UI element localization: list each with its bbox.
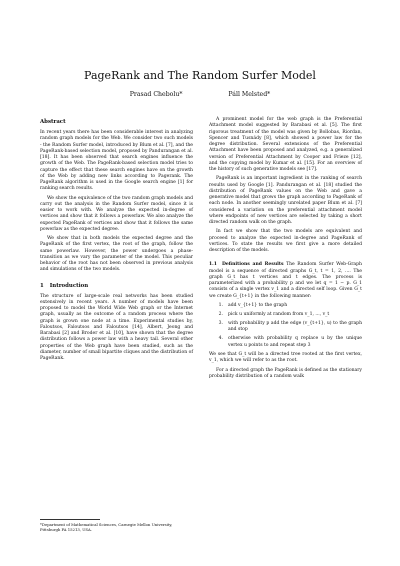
process-steps bbox=[209, 303, 362, 349]
after-steps-paragraph-2: For a directed graph the PageRank is defined as the stationary probability distribution of a random walk bbox=[209, 367, 362, 379]
subsection-paragraph bbox=[209, 262, 362, 300]
author-2: Páll Melsted* bbox=[228, 91, 271, 98]
left-column bbox=[40, 117, 193, 366]
author-1: Prasad Chebolu* bbox=[129, 91, 183, 98]
section-number: 1 bbox=[40, 282, 44, 289]
step-number: 3. bbox=[218, 321, 223, 327]
intro-paragraph-1: The structure of large-scale real networks has been studied extensively in recent years. A number of models have been proposed to model the World Wide Web graph or the Internet graph, usually as the outcome of a random process where the graph is grown one node at a time. Experimental studies by, Faloutsos, Faloutsos and Faloutsos [14], Albert, Jeong and Barabasi [2] and Broder et al. [10], have shown that the degree distribution follows a power law with a heavy tail. Several other properties of the Web graph have been studied, such as the diameter, number of small bipartite cliques and the distribution of PageRank. bbox=[40, 293, 193, 362]
section-title: Introduction bbox=[49, 282, 89, 289]
right-paragraph-3: In fact we show that the two models are equivalent and proceed to analyze the expected in-degree and PageRank of vertices. To state the results we first give a more detailed description of the models. bbox=[209, 229, 362, 254]
process-step bbox=[209, 312, 362, 318]
abstract-paragraph-2: We show the equivalence of the two random graph models and carry out the analysis in the Random Surfer model, since it is easier to work with. We analyze the expected in-degree of vertices and show that it follows a powerlaw. We also analyze the expected PageRank of vertices and show that it follows the same powerlaw as the expected degree. bbox=[40, 195, 193, 232]
section-heading-introduction bbox=[40, 283, 193, 290]
subsection-heading: Definitions and Results bbox=[221, 262, 284, 268]
right-paragraph-1: A prominent model for the web graph is the Preferential Attachment model suggested by Barabasi et al. [5]. The first rigorous treatment of the model was given by Bollobas, Riordan, Spencer and Tusnády [8], which showed a power law for the degree distribution. Several extensions of the Preferential Attachment have been proposed and analyzed, e.g. a generalized version of Preferential Attachment by Cooper and Frieze [12], and the copying model by Kumar et al. [15]. For an overview of the history of such generative models see [17]. bbox=[209, 117, 362, 172]
paper-title: PageRank and The Random Surfer Model bbox=[84, 69, 316, 82]
abstract-paragraph-1: In recent years there has been considerable interest in analyzing random graph models for the Web. We consider two such models - the Random Surfer model, introduced by Blum et al. [7], and the PageRank-based selection model, proposed by Pandurangan et al. [18]. It has been observed that search engines influence the growth of the Web. The PageRank-based selection model tries to capture the effect that these search engines have on the growth of the Web by adding new links according to Pagerank. The PageRank algorithm is used in the Google search engine [1] for ranking search results. bbox=[40, 130, 193, 192]
step-text: otherwise with probability q replace u by the unique vertex u points to and repeat step 3 bbox=[228, 336, 362, 348]
abstract-paragraph-3: We show that in both models the expected degree and the PageRank of the first vertex, the root of the graph, follow the same powerlaw. However, the power undergoes a phase-transition as we vary the parameter of the model. This peculiar behavior of the root has not been observed in previous analysis and simulations of the two models. bbox=[40, 236, 193, 273]
process-step bbox=[209, 321, 362, 334]
process-step bbox=[209, 336, 362, 349]
footnote: *Department of Mathematical Sciences, Carnegie Mellon University, Pittsburgh PA 15213, USA. bbox=[40, 522, 173, 532]
step-number: 1. bbox=[218, 303, 223, 309]
step-text: with probability p add the edge (v_{t+1}, u) to the graph and stop bbox=[228, 321, 362, 333]
step-text: add v_{t+1} to the graph bbox=[228, 303, 288, 309]
subsection-number: 1.1 bbox=[209, 262, 217, 268]
process-step bbox=[209, 303, 362, 309]
subsection-intro: The Random Surfer Web-Graph model is a sequence of directed graphs G_t, t = 1, 2, .... The graph G_t has t vertices and t edges. The process is parameterized with a probability p and we let q = 1 − p. G_1 consists of a single vertex v_1 and a directed self loop. Given G_t we create G_{t+1} in the following manner: bbox=[209, 262, 362, 299]
footnote-divider bbox=[40, 519, 100, 520]
right-column bbox=[209, 117, 362, 383]
step-text: pick u uniformly at random from v_1, ..., v_t bbox=[228, 312, 330, 318]
abstract-heading: Abstract bbox=[40, 119, 66, 125]
step-number: 2. bbox=[218, 312, 223, 318]
right-paragraph-2: PageRank is an important ingredient in the ranking of search results used by Google [1]. Pandurangan et al. [18] studied the distribution of PageRank values on the Web and gave a generative model that grows the graph according to PageRank of each node. In another seemingly unrelated paper Blum et al. [7] considered a variation on the preferential attachment model where endpoints of new vertices are selected by taking a short directed random walk on the graph. bbox=[209, 176, 362, 226]
author-list bbox=[0, 91, 400, 98]
step-number: 4. bbox=[218, 336, 223, 342]
after-steps-paragraph-1: We see that G_t will be a directed tree rooted at the first vertex, v_1, which we will refer to as the root. bbox=[209, 351, 362, 364]
